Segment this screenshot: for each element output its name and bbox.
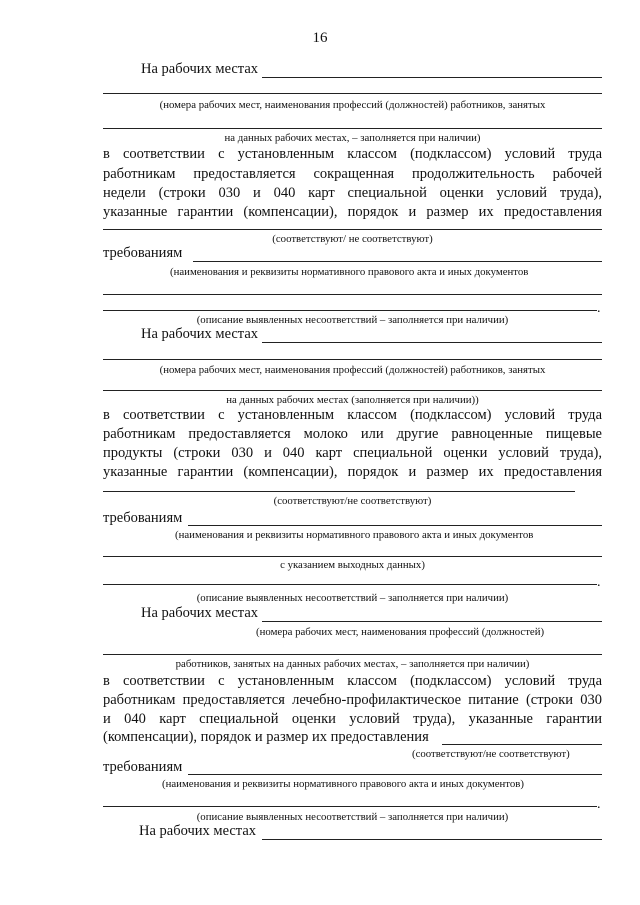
block2-requirements-label: требованиям [103,510,183,526]
block1-note-line1: (номера рабочих мест, наименования профессий (должностей) работников, занятых [159,99,546,111]
block1-note-line2: на данных рабочих местах, – заполняется при наличии) [224,132,481,144]
block2-requirements-note: (наименования и реквизиты нормативного правового акта и иных документов [175,529,534,541]
block1-requirements-field-line2[interactable] [103,294,602,295]
block3-body-line1: в соответствии с установленным классом (подклассом) условий труда [103,673,602,689]
block3-workplaces-field[interactable] [262,621,602,622]
block1-heading: На рабочих местах [141,61,259,77]
block2-workplaces-field-line2[interactable] [103,359,602,360]
block1-body-line1: в соответствии с установленным классом (подклассом) условий труда [103,146,602,162]
block1-end-dot: . [597,301,601,316]
block1-mismatch-field[interactable] [103,310,597,311]
block2-heading: На рабочих местах [141,326,259,342]
block2-end-dot: . [597,575,601,590]
block3-workplaces-field-line2[interactable] [103,654,602,655]
block3-compliance-note: (соответствуют/не соответствуют) [412,748,570,760]
block2-workplaces-field-line3[interactable] [103,390,602,391]
block4-heading: На рабочих местах [139,823,257,839]
block1-requirements-field[interactable] [193,261,602,262]
block1-requirements-label: требованиям [103,245,183,261]
block2-body-line3: продукты (строки 030 и 040 карт специальной оценки условий труда), [103,445,602,461]
page-number: 16 [312,30,328,46]
block2-mismatch-field[interactable] [103,584,597,585]
block2-workplaces-field[interactable] [262,342,602,343]
block3-note-line2: работников, занятых на данных рабочих местах, – заполняется при наличии) [175,658,530,670]
block3-requirements-label: требованиям [103,759,183,775]
block3-heading: На рабочих местах [141,605,259,621]
block1-compliance-field[interactable] [103,229,602,230]
block1-requirements-note: (наименования и реквизиты нормативного правового акта и иных документов [170,266,529,278]
block2-output-note: с указанием выходных данных) [280,559,425,571]
block2-body-line4: указанные гарантии (компенсации), порядок и размер их предоставления [103,464,602,480]
block2-body-line1: в соответствии с установленным классом (подклассом) условий труда [103,407,602,423]
block2-requirements-field[interactable] [188,525,602,526]
block1-workplaces-field[interactable] [262,77,602,78]
block3-note-line1: (номера рабочих мест, наименования профессий (должностей) [256,626,545,638]
block3-body-line2: работникам предоставляется лечебно-профилактическое питание (строки 030 [103,692,602,708]
block1-body-line3: недели (строки 030 и 040 карт специальной оценки условий труда), [103,185,602,201]
block2-compliance-field[interactable] [103,491,575,492]
block4-workplaces-field[interactable] [262,839,602,840]
block3-requirements-field[interactable] [188,774,602,775]
block2-note-line2: на данных рабочих местах (заполняется при наличии)) [226,394,479,406]
block3-requirements-note: (наименования и реквизиты нормативного правового акта и иных документов) [162,778,524,790]
block1-body-line2: работникам предоставляется сокращенная продолжительность рабочей [103,166,602,182]
block1-mismatch-note: (описание выявленных несоответствий – заполняется при наличии) [196,314,509,326]
block2-mismatch-note: (описание выявленных несоответствий – заполняется при наличии) [196,592,509,604]
block3-mismatch-field[interactable] [103,806,597,807]
block3-end-dot: . [597,797,601,812]
block3-body-line4: (компенсации), порядок и размер их предоставления [103,729,429,745]
block2-note-line1: (номера рабочих мест, наименования профессий (должностей) работников, занятых [159,364,546,376]
block1-workplaces-field-line2[interactable] [103,93,602,94]
block2-body-line2: работникам предоставляется молоко или другие равноценные пищевые [103,426,602,442]
block2-compliance-note: (соответствуют/не соответствуют) [273,495,432,507]
block3-compliance-field[interactable] [442,744,602,745]
block1-workplaces-field-line3[interactable] [103,128,602,129]
block2-requirements-field-line2[interactable] [103,556,602,557]
block1-body-line4: указанные гарантии (компенсации), порядок и размер их предоставления [103,204,602,220]
block3-mismatch-note: (описание выявленных несоответствий – заполняется при наличии) [196,811,509,823]
block1-compliance-note: (соответствуют/ не соответствуют) [272,233,433,245]
block3-body-line3: и 040 карт специальной оценки условий труда), указанные гарантии [103,711,602,727]
